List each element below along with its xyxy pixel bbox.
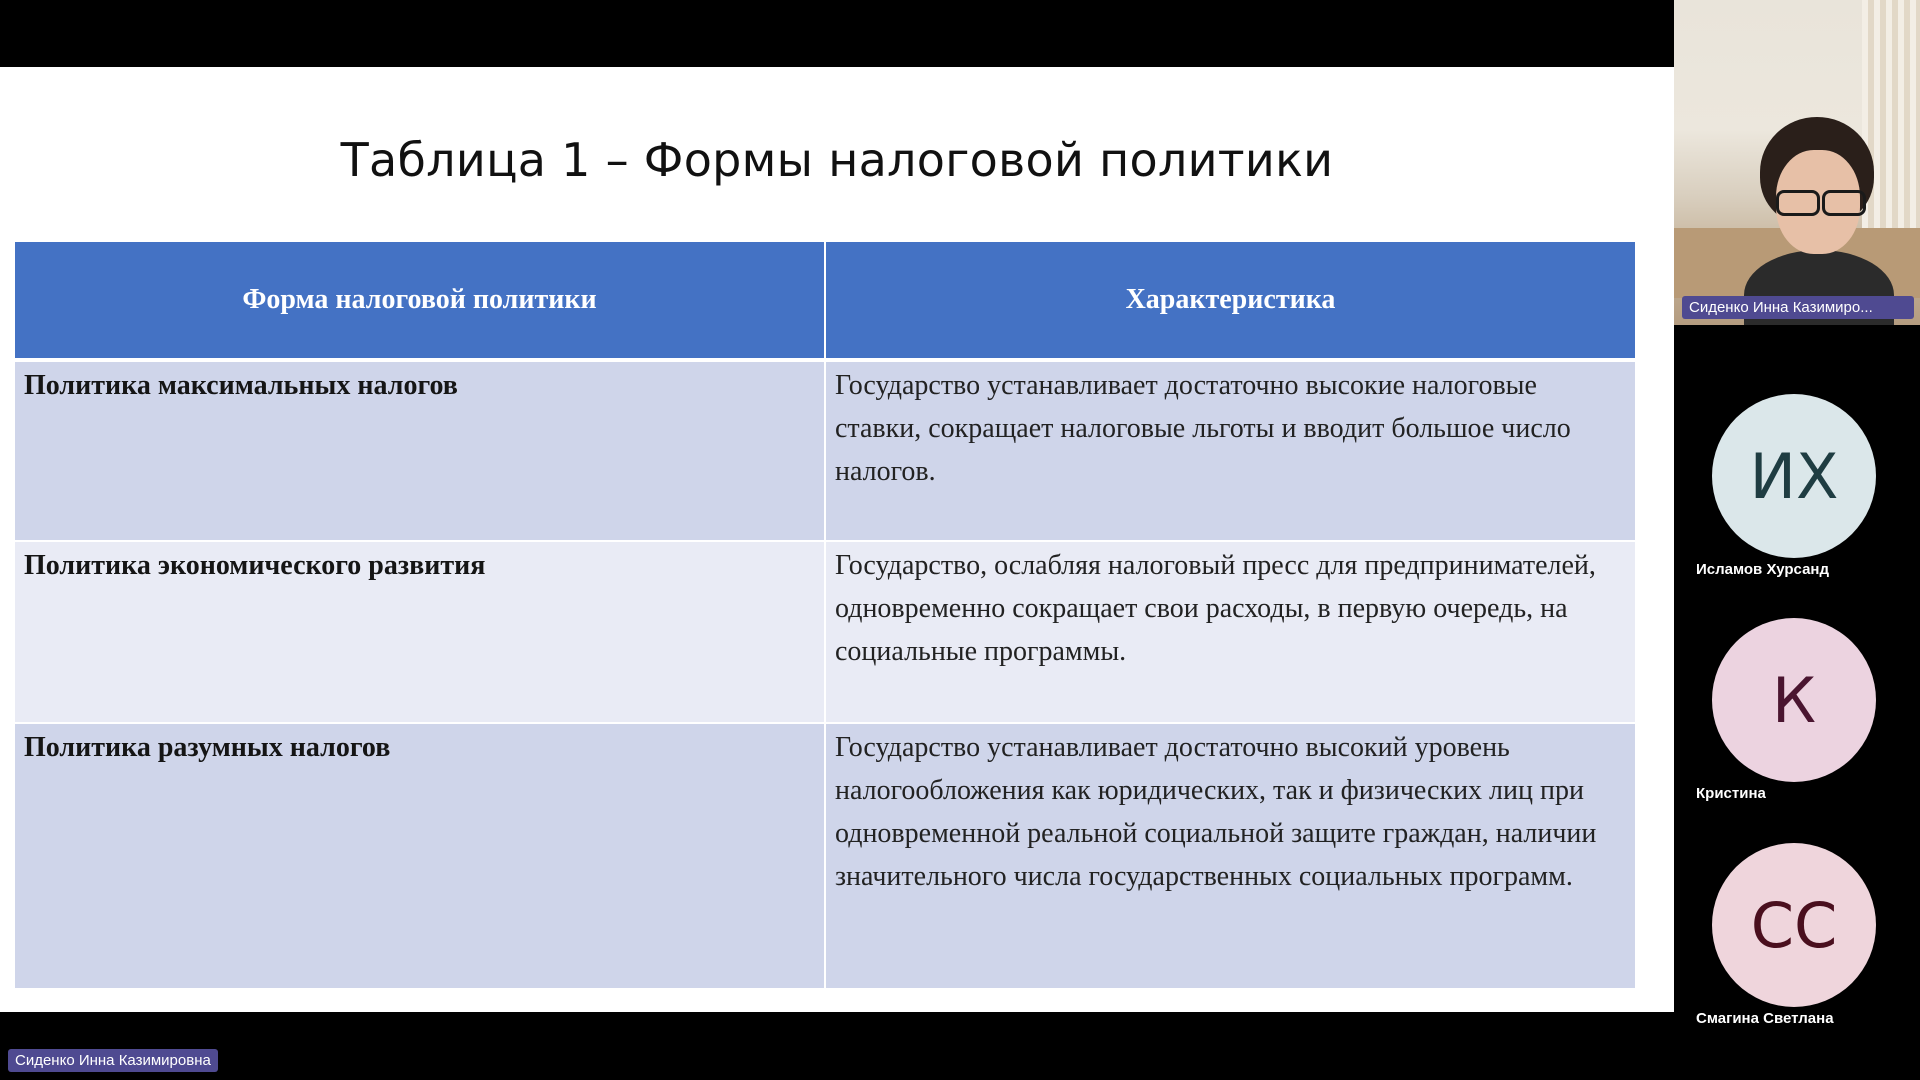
form-cell: Политика экономического развития [15,541,825,723]
table-row [15,541,1635,723]
description-cell: Государство, ослабляя налоговый пресс для предпринимателей, одновременно сокращает свои расходы, в первую очередь, на социальные программы. [825,541,1635,723]
avatar-initials: К [1771,663,1817,737]
participant-avatar[interactable] [1712,618,1876,782]
tax-policy-table [15,242,1635,990]
glasses-icon [1774,190,1864,212]
participant-name: Кристина [1696,785,1766,802]
shared-slide [0,67,1674,1012]
header-form: Форма налоговой политики [15,242,825,360]
form-cell: Политика максимальных налогов [15,360,825,541]
description-cell: Государство устанавливает достаточно высокий уровень налогообложения как юридических, так и физических лиц при одновременной реальной социальной защите граждан, наличии значительного числа государственных социальных программ. [825,723,1635,989]
presenter-video-tile[interactable] [1674,0,1920,325]
table-row [15,723,1635,989]
presenter-name-tag: Сиденко Инна Казимиро... [1682,296,1914,319]
avatar-initials: СС [1750,888,1838,962]
participant-avatar[interactable] [1712,843,1876,1007]
participant-name: Смагина Светлана [1696,1010,1834,1027]
table-header-row [15,242,1635,360]
form-cell: Политика разумных налогов [15,723,825,989]
active-speaker-name-tag: Сиденко Инна Казимировна [8,1049,218,1072]
header-characteristic: Характеристика [825,242,1635,360]
description-cell: Государство устанавливает достаточно высокие налоговые ставки, сокращает налоговые льготы и вводит большое число налогов. [825,360,1635,541]
slide-title: Таблица 1 – Формы налоговой политики [340,133,1334,187]
participant-avatar[interactable] [1712,394,1876,558]
table-row [15,360,1635,541]
avatar-initials: ИХ [1749,439,1839,513]
participant-name: Исламов Хурсанд [1696,561,1830,578]
